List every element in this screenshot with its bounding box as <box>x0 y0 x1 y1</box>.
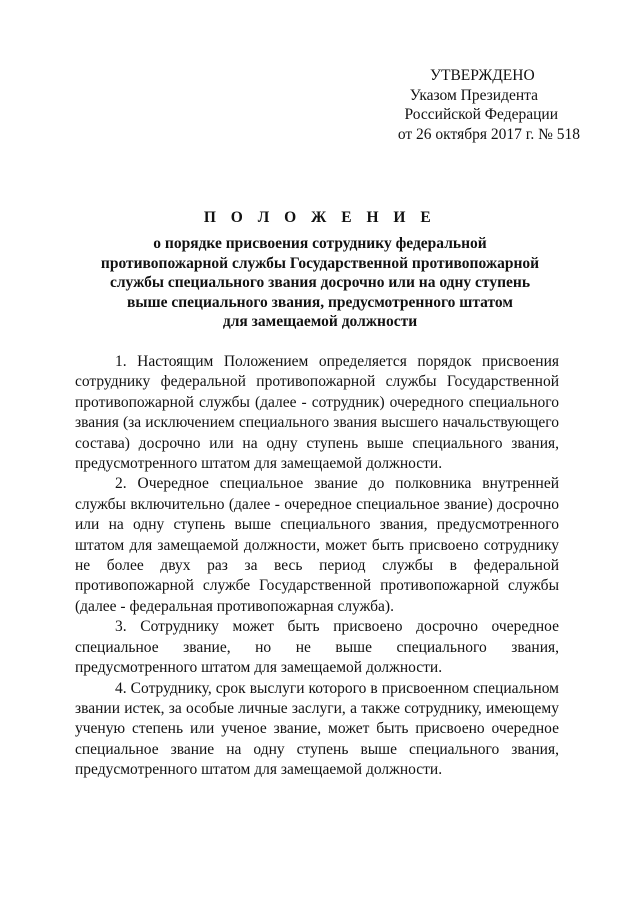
subtitle-line: противопожарной службы Государственной противопожарной <box>100 254 540 272</box>
subtitle-line: для замещаемой должности <box>222 313 418 330</box>
approval-heading: УТВЕРЖДЕНО <box>430 67 535 84</box>
paragraph-1: 1. Настоящим Положением определяется порядок присвоения сотруднику федеральной противопожарной службы Государственной противопожарной службы (далее - сотрудник) очередного специального звания (за исключением специального звания высшего начальствующего состава) досрочно или на одну ступень выше специального звания, предусмотренного штатом для замещаемой должности. <box>75 353 559 473</box>
document-body <box>75 352 559 781</box>
subtitle-line: выше специального звания, предусмотренного штатом <box>127 293 513 311</box>
approval-date-number: от 26 октября 2017 г. № 518 <box>397 125 580 143</box>
paragraph-2: 2. Очередное специальное звание до полковника внутренней службы включительно (далее - очередное специальное звание) досрочно или на одну ступень выше специального звания, предусмотренного штатом для замещаемой должности, может быть присвоено сотруднику не более двух раз за весь период службы в федеральной противопожарной службе Государственной противопожарной службы (далее - федеральная противопожарная служба). <box>75 475 559 615</box>
paragraph-4: 4. Сотруднику, срок выслуги которого в присвоенном специальном звании истек, за особые личные заслуги, а также сотруднику, имеющему ученую степень или ученое звание, может быть присвоено очередное специальное звание на одну ступень выше специального звания, предусмотренного штатом для замещаемой должности. <box>75 679 559 779</box>
approval-country: Российской Федерации <box>404 106 558 123</box>
approval-stamp <box>360 66 580 144</box>
subtitle-line: службы специального звания досрочно или на одну ступень <box>109 274 531 291</box>
subtitle-line: о порядке присвоения сотруднику федеральной <box>153 235 487 252</box>
paragraph-3: 3. Сотруднику может быть присвоено досрочно очередное специальное звание, но не выше специального звания, предусмотренного штатом для замещаемой должности. <box>75 618 559 677</box>
document-subtitle <box>70 234 570 332</box>
document-title: П О Л О Ж Е Н И Е <box>203 209 437 226</box>
approval-authority: Указом Президента <box>409 86 538 104</box>
